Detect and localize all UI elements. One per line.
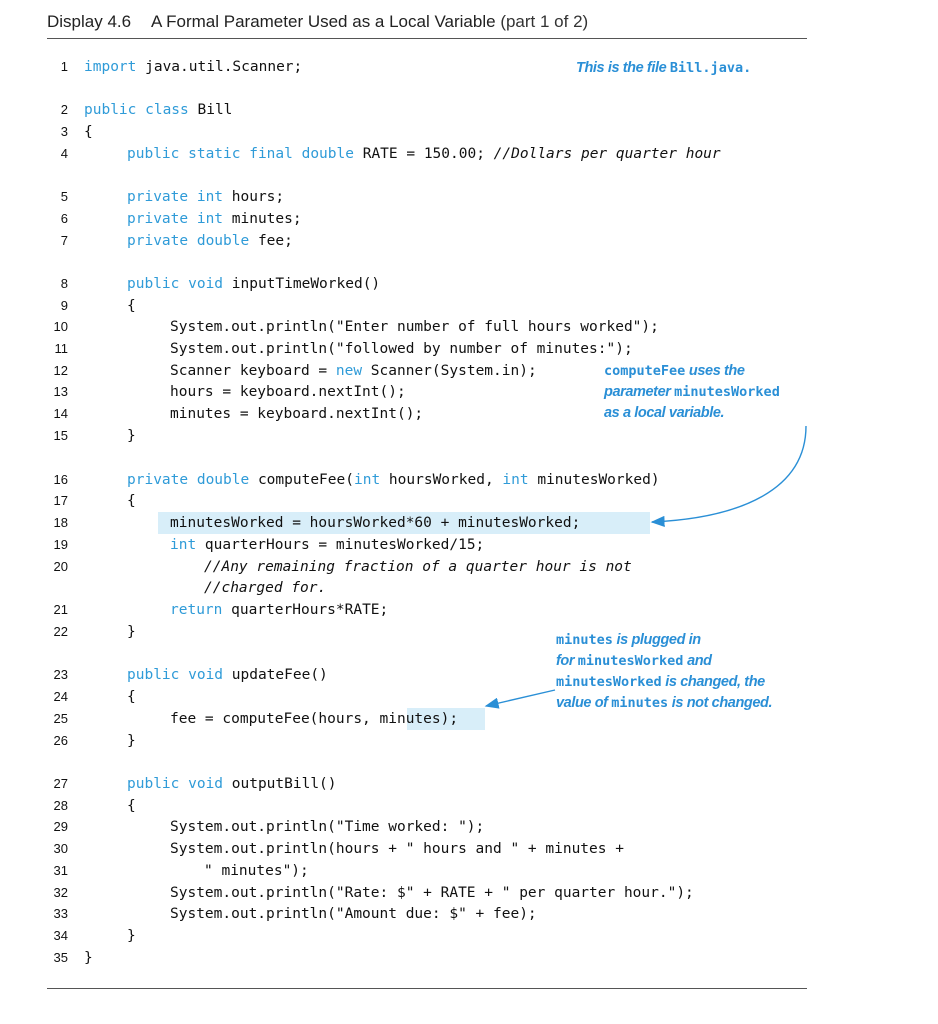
code-keyword: private double bbox=[127, 233, 250, 249]
code-text: minutes = keyboard.nextInt(); bbox=[170, 406, 424, 422]
line-number: 11 bbox=[54, 341, 68, 356]
minutes-note-text-5: value of bbox=[556, 695, 612, 711]
code-text: System.out.println("Amount due: $" + fee); bbox=[170, 906, 537, 922]
file-note-text: This is the file bbox=[576, 60, 670, 76]
line-number: 21 bbox=[53, 602, 68, 617]
code-keyword: int bbox=[170, 537, 197, 553]
code-comment: //Any remaining fraction of a quarter hour is not bbox=[204, 559, 632, 575]
file-note-period: . bbox=[743, 60, 752, 76]
display-part: (part 1 of 2) bbox=[500, 12, 589, 31]
code-text: { bbox=[127, 493, 136, 509]
code-comment: //Dollars per quarter hour bbox=[493, 146, 721, 162]
line-number: 22 bbox=[53, 624, 68, 639]
line-number: 15 bbox=[53, 428, 68, 443]
code-text: { bbox=[84, 124, 93, 140]
minutes-note-text-3: and bbox=[683, 653, 712, 669]
code-keyword: new bbox=[335, 363, 363, 379]
code-keyword: public void bbox=[127, 667, 224, 683]
code-text: } bbox=[127, 428, 136, 444]
code-text: { bbox=[127, 298, 136, 314]
code-text: { bbox=[127, 689, 136, 705]
line-number: 8 bbox=[60, 276, 68, 291]
compute-note-text-3: as a local variable. bbox=[604, 405, 725, 421]
line-number: 30 bbox=[53, 841, 68, 856]
compute-note-text-1: uses the bbox=[685, 363, 745, 379]
code-text: } bbox=[127, 624, 136, 640]
code-text: minutesWorked) bbox=[528, 472, 660, 488]
line-number: 4 bbox=[60, 146, 68, 161]
arrow-to-minutes-arg bbox=[486, 690, 555, 706]
code-text: System.out.println("Enter number of full hours worked"); bbox=[170, 319, 659, 335]
line-number: 13 bbox=[53, 384, 68, 399]
code-text: { bbox=[127, 798, 136, 814]
code-text: hours; bbox=[223, 189, 285, 205]
code-comment: //charged for. bbox=[204, 580, 327, 596]
code-text: minutes; bbox=[223, 211, 302, 227]
minutes-note-code-1: minutes bbox=[556, 632, 613, 648]
code-keyword: return bbox=[170, 602, 223, 618]
file-note-filename: Bill.java bbox=[669, 60, 744, 76]
code-keyword: private int bbox=[127, 211, 224, 227]
line-number: 16 bbox=[53, 472, 68, 487]
line-number: 3 bbox=[60, 124, 68, 139]
display-label: Display 4.6 bbox=[47, 12, 132, 31]
code-keyword: import bbox=[84, 59, 137, 75]
code-keyword: private int bbox=[127, 189, 224, 205]
line-number: 28 bbox=[53, 798, 68, 813]
code-text: System.out.println("Rate: $" + RATE + " per quarter hour."); bbox=[170, 885, 694, 901]
code-text: fee; bbox=[249, 233, 293, 249]
code-keyword: public void bbox=[127, 776, 224, 792]
line-number: 6 bbox=[60, 211, 68, 226]
display-title-text: A Formal Parameter Used as a Local Variable bbox=[151, 12, 496, 31]
compute-note-code-1: computeFee bbox=[604, 363, 686, 379]
code-text: hours = keyboard.nextInt(); bbox=[170, 384, 406, 400]
minutes-note-text-1: is plugged in bbox=[612, 632, 701, 648]
line-number: 18 bbox=[53, 515, 68, 530]
line-number: 1 bbox=[60, 59, 68, 74]
minutes-note-code-2: minutesWorked bbox=[577, 653, 684, 669]
code-text: quarterHours*RATE; bbox=[222, 602, 389, 618]
code-text: System.out.println("followed by number of minutes:"); bbox=[170, 341, 633, 357]
line-number: 2 bbox=[60, 102, 68, 117]
line-number: 26 bbox=[53, 733, 68, 748]
line-number: 23 bbox=[53, 667, 68, 682]
code-text: inputTimeWorked() bbox=[223, 276, 381, 292]
code-keyword: public class bbox=[84, 102, 189, 118]
code-text: Scanner keyboard = bbox=[170, 363, 336, 379]
code-text: minutesWorked = hoursWorked*60 + minutesWorked; bbox=[170, 515, 581, 531]
line-number: 29 bbox=[53, 819, 68, 834]
code-text: System.out.println("Time worked: "); bbox=[170, 819, 485, 835]
line-number: 7 bbox=[60, 233, 68, 248]
line-number: 31 bbox=[53, 863, 68, 878]
line-number: 14 bbox=[53, 406, 68, 421]
minutes-note-text-4: is changed, the bbox=[661, 674, 765, 690]
code-text: Scanner(System.in); bbox=[362, 363, 537, 379]
line-number: 33 bbox=[53, 906, 68, 921]
line-number: 10 bbox=[53, 319, 68, 334]
code-text: } bbox=[127, 928, 136, 944]
line-number: 5 bbox=[60, 189, 68, 204]
code-text: quarterHours = minutesWorked/15; bbox=[196, 537, 485, 553]
code-keyword: int bbox=[502, 472, 529, 488]
code-text: hoursWorked, bbox=[380, 472, 503, 488]
code-text: RATE = 150.00; bbox=[353, 146, 494, 162]
code-text: fee = computeFee(hours, minutes); bbox=[170, 711, 459, 727]
code-text: } bbox=[84, 950, 93, 966]
code-keyword: public void bbox=[127, 276, 224, 292]
arrow-to-line-18 bbox=[652, 426, 806, 522]
code-keyword: public static final double bbox=[127, 146, 354, 162]
code-keyword: int bbox=[353, 472, 381, 488]
line-number: 34 bbox=[53, 928, 68, 943]
line-number: 27 bbox=[53, 776, 68, 791]
line-number: 12 bbox=[53, 363, 68, 378]
code-text: " minutes"); bbox=[204, 863, 309, 879]
minutes-note-text-6: is not changed. bbox=[668, 695, 773, 711]
line-number: 25 bbox=[53, 711, 68, 726]
code-keyword: private double bbox=[127, 472, 250, 488]
line-number: 9 bbox=[60, 298, 68, 313]
code-text: computeFee( bbox=[249, 472, 354, 488]
code-text: outputBill() bbox=[223, 776, 337, 792]
line-number: 19 bbox=[53, 537, 68, 552]
minutes-note-code-3: minutesWorked bbox=[556, 674, 662, 690]
footer-rule bbox=[47, 988, 807, 989]
minutes-note-code-4: minutes bbox=[611, 695, 669, 711]
compute-note-text-2: parameter bbox=[604, 384, 675, 400]
line-number: 35 bbox=[53, 950, 68, 965]
line-number: 20 bbox=[53, 559, 68, 574]
code-text: Bill bbox=[188, 102, 233, 118]
minutes-note-text-2: for bbox=[556, 653, 578, 669]
line-number: 24 bbox=[53, 689, 68, 704]
code-text: System.out.println(hours + " hours and " + minutes + bbox=[170, 841, 624, 857]
line-number: 17 bbox=[53, 493, 68, 508]
code-text: java.util.Scanner; bbox=[136, 59, 303, 75]
compute-note-code-2: minutesWorked bbox=[674, 384, 780, 400]
code-text: } bbox=[127, 733, 136, 749]
code-text: updateFee() bbox=[223, 667, 328, 683]
line-number: 32 bbox=[53, 885, 68, 900]
